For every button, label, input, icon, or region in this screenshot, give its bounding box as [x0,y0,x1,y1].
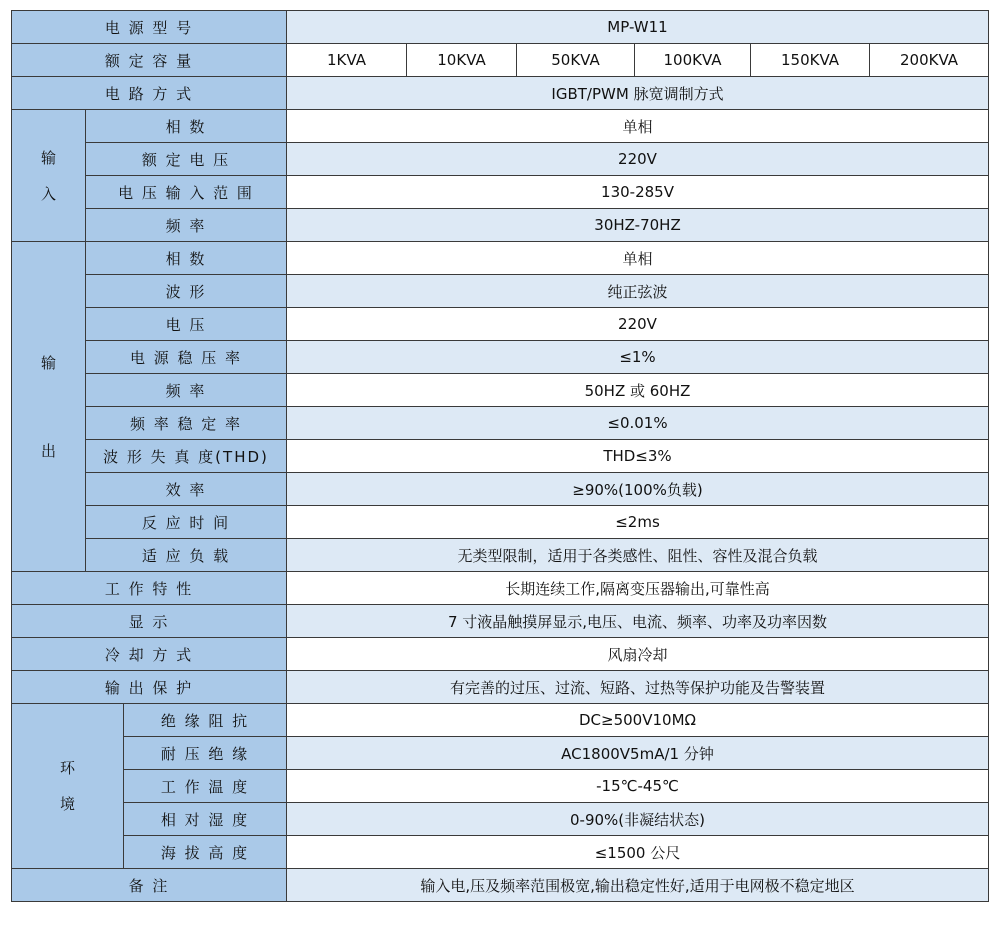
environment-row-label: 耐 压 绝 缘 [124,737,287,770]
note-value: 输入电,压及频率范围极宽,输出稳定性好,适用于电网极不稳定地区 [287,869,989,902]
general-row-value: 长期连续工作,隔离变压器输出,可靠性高 [287,572,989,605]
input-row-value: 单相 [287,110,989,143]
capacity-value: 200KVA [870,44,989,77]
environment-row-value: 0-90%(非凝结状态) [287,803,989,836]
capacity-value: 50KVA [517,44,635,77]
environment-row-value: -15℃-45℃ [287,770,989,803]
input-group-label: 输 入 [12,110,86,242]
environment-row-label: 绝 缘 阻 抗 [124,704,287,737]
output-row-value: ≥90%(100%负载) [287,473,989,506]
environment-row-label: 相 对 湿 度 [124,803,287,836]
capacity-label: 额 定 容 量 [12,44,287,77]
output-row-label: 频 率 稳 定 率 [86,407,287,440]
general-row-label: 输 出 保 护 [12,671,287,704]
capacity-value: 10KVA [407,44,517,77]
environment-row-value: DC≥500V10MΩ [287,704,989,737]
output-row-label: 波 形 失 真 度(THD) [86,440,287,473]
output-row-value: ≤0.01% [287,407,989,440]
output-row-value: THD≤3% [287,440,989,473]
output-row-label: 波 形 [86,275,287,308]
general-row-label: 显 示 [12,605,287,638]
spec-table [11,10,989,902]
output-row-value: 纯正弦波 [287,275,989,308]
output-row-label: 电 压 [86,308,287,341]
output-row-label: 电 源 稳 压 率 [86,341,287,374]
capacity-value: 100KVA [635,44,751,77]
input-row-value: 130-285V [287,176,989,209]
input-row-label: 频 率 [86,209,287,242]
environment-row-label: 海 拔 高 度 [124,836,287,869]
output-row-value: 50HZ 或 60HZ [287,374,989,407]
general-row-value: 风扇冷却 [287,638,989,671]
model-value: MP-W11 [287,11,989,44]
capacity-value: 1KVA [287,44,407,77]
output-row-value: ≤1% [287,341,989,374]
output-row-label: 效 率 [86,473,287,506]
output-row-value: 无类型限制，适用于各类感性、阻性、容性及混合负载 [287,539,989,572]
capacity-value: 150KVA [751,44,870,77]
input-row-label: 额 定 电 压 [86,143,287,176]
input-row-value: 220V [287,143,989,176]
input-row-label: 电 压 输 入 范 围 [86,176,287,209]
output-row-value: 单相 [287,242,989,275]
input-row-label: 相 数 [86,110,287,143]
output-row-label: 适 应 负 载 [86,539,287,572]
environment-row-value: AC1800V5mA/1 分钟 [287,737,989,770]
input-row-value: 30HZ-70HZ [287,209,989,242]
output-group-label: 输 出 [12,242,86,572]
environment-row-label: 工 作 温 度 [124,770,287,803]
general-row-label: 冷 却 方 式 [12,638,287,671]
output-row-value: ≤2ms [287,506,989,539]
environment-group-label: 环 境 [12,704,124,869]
output-row-value: 220V [287,308,989,341]
output-row-label: 相 数 [86,242,287,275]
circuit-value: IGBT/PWM 脉宽调制方式 [287,77,989,110]
general-row-value: 有完善的过压、过流、短路、过热等保护功能及告警装置 [287,671,989,704]
circuit-label: 电 路 方 式 [12,77,287,110]
environment-row-value: ≤1500 公尺 [287,836,989,869]
note-label: 备 注 [12,869,287,902]
output-row-label: 反 应 时 间 [86,506,287,539]
general-row-label: 工 作 特 性 [12,572,287,605]
model-label: 电 源 型 号 [12,11,287,44]
general-row-value: 7 寸液晶触摸屏显示,电压、电流、频率、功率及功率因数 [287,605,989,638]
output-row-label: 频 率 [86,374,287,407]
